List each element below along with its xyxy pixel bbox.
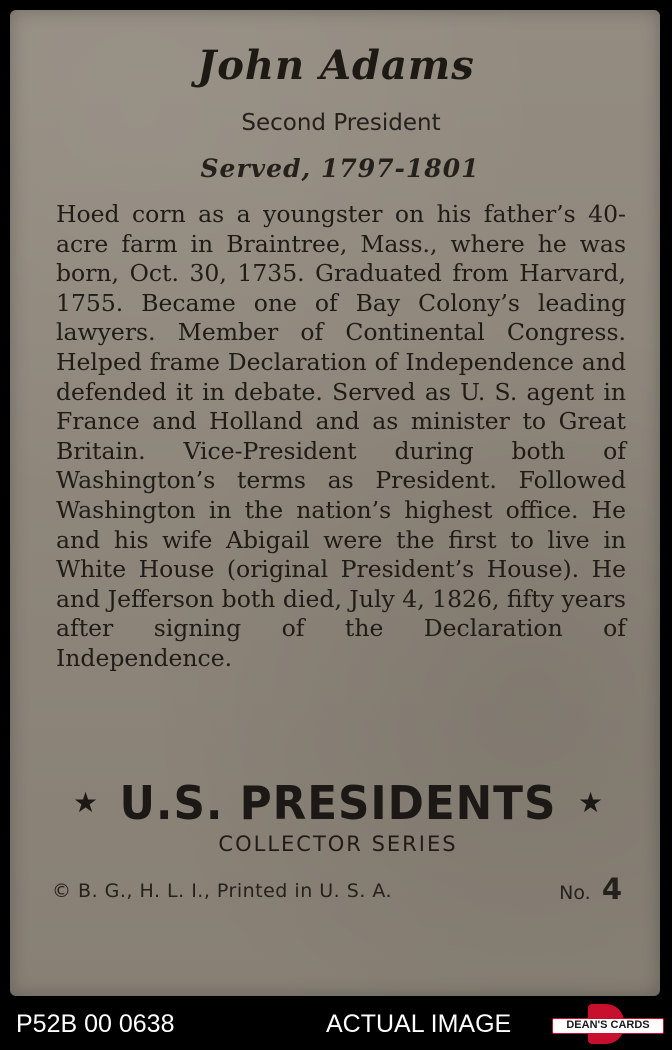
series-title: U.S. PRESIDENTS <box>119 776 557 830</box>
logo-text: DEAN'S CARDS <box>566 1019 650 1031</box>
copyright-line: © B. G., H. L. I., Printed in U. S. A. <box>52 880 393 902</box>
series-title-row <box>40 776 636 830</box>
deans-cards-logo <box>548 1004 666 1044</box>
term-served: Served, 1797-1801 <box>200 154 480 183</box>
card-number-label: No. <box>559 882 591 904</box>
actual-image-label: ACTUAL IMAGE <box>326 1010 512 1038</box>
watermark-bar <box>0 998 672 1050</box>
series-subtitle: COLLECTOR SERIES <box>218 832 458 856</box>
cert-number: P52B 00 0638 <box>16 1010 175 1038</box>
card-number-value: 4 <box>601 872 622 906</box>
president-office: Second President <box>241 110 441 136</box>
card-number <box>559 872 622 906</box>
biography-text: Hoed corn as a youngster on his father’s 40-acre farm in Braintree, Mass., where he was born, Oct. 30, 1735. Graduated from Harvard, 1755. Became one of Bay Colony’s leading lawyers. Member of Continental Congress. Helped frame Declaration of Independence and defended it in debate. Served as U. S. agent in France and Holland and as minister to Great Britain. Vice-President during both of Washington’s terms as President. Followed Washington in the nation’s highest office. He and his wife Abigail were the first to live in White House (original President’s House). He and Jefferson both died, July 4, 1826, fifty years after signing of the Declaration of Independence. <box>56 200 626 672</box>
star-icon: ★ <box>577 786 604 819</box>
star-icon: ★ <box>72 786 99 819</box>
president-name: John Adams <box>197 42 475 89</box>
